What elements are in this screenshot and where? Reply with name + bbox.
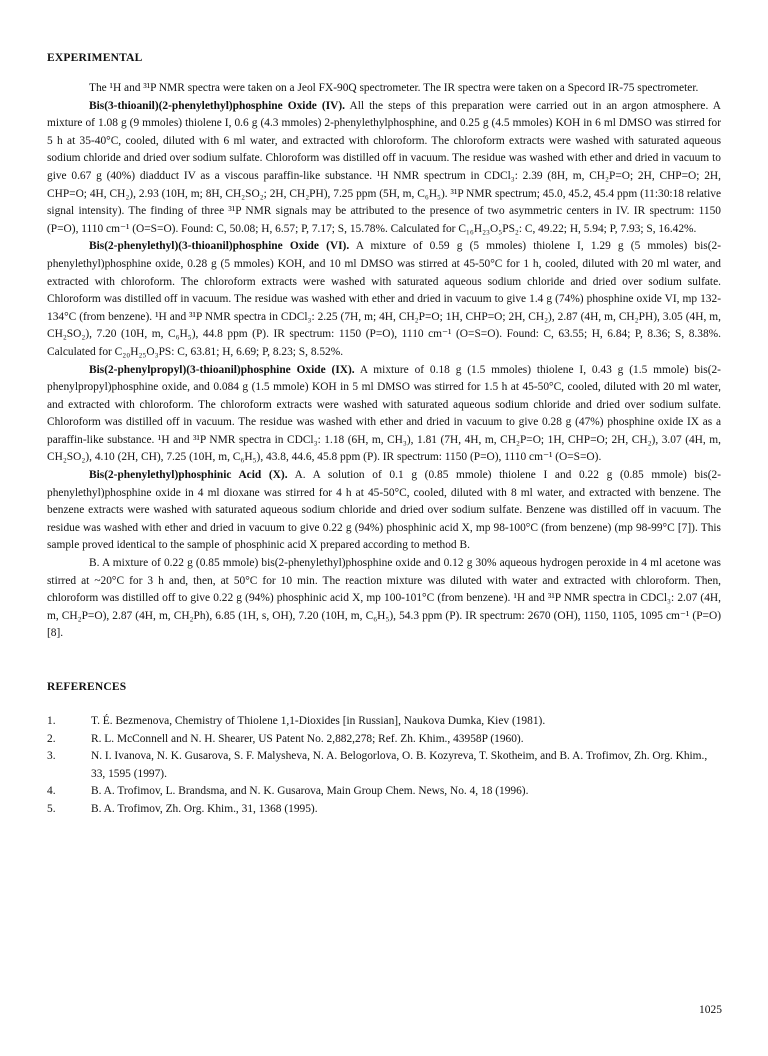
reference-item bbox=[47, 801, 721, 819]
experimental-section bbox=[47, 80, 721, 643]
reference-item bbox=[47, 731, 721, 749]
references-list bbox=[47, 713, 721, 819]
paragraph-text: All the steps of this preparation were carried out in an argon atmosphere. A mixture of 1.08 g (9 mmoles) thiolene I, 0.6 g (4.3 mmoles) 2-phenylethylphosphine, and 0.25 g (4.5 mmoles) KOH in 6 ml DMSO was stirred for 5 h at 35-40°C, cooled, diluted with 6 ml water, and extracted with chloroform. The chloroform extracts were washed with saturated aqueous sodium chloride and dried over sodium sulfate. Chloroform was distilled off in vacuum. The residue was washed with ether and dried in vacuum to give 0.67 g (40%) diadduct IV as a viscous paraffin-like substance. ¹H NMR spectrum in CDCl₃: 2.39 (8H, m, CH₂P=O; 2H, CHP=O; 2H, CHP=O; 4H, CH₂), 2.93 (10H, m; 8H, CH₂SO₂; 2H, CH₂PH), 7.25 ppm (5H, m, C₆H₅). ³¹P NMR spectrum; 45.0, 45.2, 45.4 ppm (11:30:18 relative signal intensity). The finding of three ³¹P NMR signals may be attributed to the presence of two asymmetric centers in IV. IR spectrum: 1150 (P=O), 1110 cm⁻¹ (O=S=O). Found: C, 50.08; H, 6.57; P, 7.17; S, 15.78%. Calculated for C₁₆H₂₃O₅PS₂: C, 49.22; H, 5.94; P, 7.93; S, 16.42%. bbox=[47, 99, 721, 235]
paragraph-title: Bis(2-phenylethyl)(3-thioanil)phosphine Oxide (VI). bbox=[89, 240, 350, 253]
paragraph-spectrometers bbox=[47, 80, 721, 98]
page-number: 1025 bbox=[699, 1004, 722, 1016]
paragraph-title: Bis(2-phenylethyl)phosphinic Acid (X). bbox=[89, 469, 288, 482]
reference-number: 2. bbox=[47, 732, 56, 745]
reference-item bbox=[47, 748, 721, 783]
reference-item bbox=[47, 713, 721, 731]
paragraph-compound-iv bbox=[47, 98, 721, 239]
reference-text: B. A. Trofimov, L. Brandsma, and N. K. Gusarova, Main Group Chem. News, No. 4, 18 (1996). bbox=[91, 785, 529, 798]
references-heading: REFERENCES bbox=[47, 681, 127, 693]
paragraph-text: The ¹H and ³¹P NMR spectra were taken on a Jeol FX-90Q spectrometer. The IR spectra were taken on a Specord IR-75 spectrometer. bbox=[89, 82, 699, 94]
paragraph-compound-ix bbox=[47, 362, 721, 468]
reference-text: N. I. Ivanova, N. K. Gusarova, S. F. Malysheva, N. A. Belogorlova, O. B. Kozyreva, T. Skotheim, and B. A. Trofimov, Zh. Org. Khim., 33, 1595 (1997). bbox=[91, 750, 708, 780]
paragraph-title: Bis(3-thioanil)(2-phenylethyl)phosphine Oxide (IV). bbox=[89, 99, 346, 112]
experimental-heading: EXPERIMENTAL bbox=[47, 52, 143, 64]
reference-number: 3. bbox=[47, 750, 56, 763]
reference-text: B. A. Trofimov, Zh. Org. Khim., 31, 1368 (1995). bbox=[91, 802, 318, 815]
paragraph-text: B. A mixture of 0.22 g (0.85 mmole) bis(2-phenylethyl)phosphine oxide and 0.12 g 30% aqueous hydrogen peroxide in 4 ml acetone was stirred at ~20°C for 3 h and, then, at 50°C for 10 min. The reaction mixture was diluted with water and extracted with chloroform. Then, chloroform was distilled off to give 0.22 g (94%) phosphinic acid X, mp 100-101°C (from benzene). ¹H and ³¹P NMR spectra in CDCl₃: 2.07 (4H, m, CH₂P=O), 2.87 (4H, m, CH₂Ph), 6.85 (1H, s, OH), 7.20 (10H, m, C₆H₅), 54.3 ppm (P). IR spectrum: 2670 (OH), 1150, 1105, 1095 cm⁻¹ (P=O) [8]. bbox=[47, 557, 721, 640]
paragraph-compound-vi bbox=[47, 238, 721, 361]
reference-number: 1. bbox=[47, 715, 56, 727]
paragraph-text: A. A solution of 0.1 g (0.85 mmole) thiolene I and 0.22 g (0.85 mmole) bis(2-phenylethyl)phosphine oxide in 4 ml dioxane was stirred for 4 h at 45-50°C, cooled, diluted with 8 ml water, and extracted with benzene. The benzene extracts were washed with saturated aqueous sodium chloride and dried over sodium sulfate. Benzene was distilled off in vacuum. The residue was washed with ether and dried in vacuum to give 0.22 g (94%) phosphinic acid X, mp 98-100°C (from benzene) (mp 98-99°C [7]). This sample proved identical to the sample of phosphinic acid X prepared according to method B. bbox=[47, 469, 721, 552]
reference-item bbox=[47, 783, 721, 801]
paragraph-compound-x-method-b bbox=[47, 555, 721, 643]
reference-number: 4. bbox=[47, 785, 56, 798]
reference-text: T. É. Bezmenova, Chemistry of Thiolene 1,1-Dioxides [in Russian], Naukova Dumka, Kiev (1981). bbox=[91, 715, 546, 727]
paragraph-compound-x-method-a bbox=[47, 467, 721, 555]
reference-text: R. L. McConnell and N. H. Shearer, US Patent No. 2,882,278; Ref. Zh. Khim., 43958P (1960). bbox=[91, 732, 524, 745]
paragraph-title: Bis(2-phenylpropyl)(3-thioanil)phosphine Oxide (IX). bbox=[89, 363, 355, 376]
paragraph-text: A mixture of 0.18 g (1.5 mmoles) thiolene I, 0.43 g (1.5 mmole) bis(2-phenylpropyl)phosphine oxide, and 0.084 g (1.5 mmole) KOH in 5 ml DMSO was stirred for 1.5 h at 45-50°C, cooled, diluted with 20 ml water, and extracted with chloroform. The chloroform extracts were washed with saturated aqueous sodium chloride and dried over sodium sulfate. Chloroform was distilled off in vacuum. The residue was washed with ether and dried in vacuum to give 0.28 g (47%) phosphine oxide IX as a paraffin-like substance. ¹H and ³¹P NMR spectra in CDCl₃: 1.18 (6H, m, CH₃), 1.81 (7H, 4H, m, CH₂P=O; 1H, CHP=O; 2H, CH₂), 3.07 (4H, m, CH₂SO₂), 4.10 (2H, CH), 7.25 (10H, m, C₆H₅), 43.8, 44.6, 45.8 ppm (P). IR spectrum: 1150 (P=O), 1110 cm⁻¹ (O=S=O). bbox=[47, 363, 721, 464]
paragraph-text: A mixture of 0.59 g (5 mmoles) thiolene I, 1.29 g (5 mmoles) bis(2-phenylethyl)phosphine oxide, 0.28 g (5 mmoles) KOH, and 10 ml DMSO was stirred at 45-50°C for 1 h, cooled, diluted with 20 ml water, and extracted with chloroform. The chloroform extracts were washed with saturated aqueous sodium chloride and dried over sodium sulfate. Chloroform was distilled off in vacuum. The residue was washed with ether and dried in vacuum to give 1.4 g (74%) phosphine oxide VI, mp 132-134°C (from benzene). ¹H and ³¹P NMR spectra in CDCl₃: 2.25 (7H, m; 4H, CH₂P=O; 1H, CHP=O; 2H, CH₂), 2.87 (4H, m, CH₂PH), 3.05 (4H, m, CH₂SO₂), 7.20 (10H, m, C₆H₅), 44.8 ppm (P). IR spectrum: 1150 (P=O), 1110 cm⁻¹ (O=S=O). Found: C, 63.55; H, 6.84; P, 8.36; S, 8.38%. Calculated for C₂₀H₂₅O₃PS: C, 63.81; H, 6.69; P, 8.23; S, 8.52%. bbox=[47, 240, 721, 358]
reference-number: 5. bbox=[47, 802, 56, 815]
paper-page bbox=[47, 40, 721, 819]
